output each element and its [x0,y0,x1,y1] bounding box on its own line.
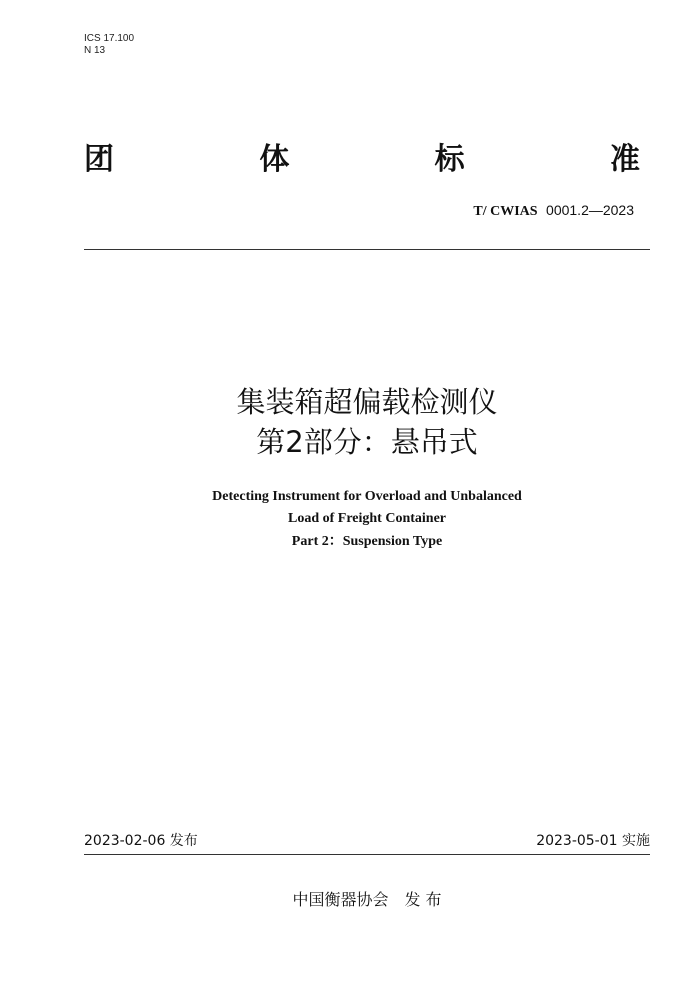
standard-type-char: 团 [84,142,114,177]
ics-code: ICS 17.100 [84,33,135,44]
chinese-title-line-1: 集装箱超偏载检测仪 [236,385,498,419]
issue-date: 2023-02-06 发布 [84,833,198,849]
chinese-title-line-2: 第2部分：悬吊式 [256,425,478,459]
implementation-date: 2023-05-01 实施 [536,833,650,849]
english-title-line-1: Detecting Instrument for Overload and Unbalanced [212,489,522,504]
bottom-divider [84,854,650,855]
standard-number-prefix: T/ CWIAS [473,204,538,219]
standard-number [473,201,634,221]
standard-type-char: 标 [434,142,465,177]
publisher: 中国衡器协会 发 布 [292,890,442,909]
english-title-line-3: Part 2：Suspension Type [291,534,443,549]
standard-type-char: 体 [259,142,290,177]
top-divider [84,249,650,250]
standard-type-char: 准 [609,142,640,177]
english-title-line-2: Load of Freight Container [287,511,446,526]
ccs-code: N 13 [84,45,106,56]
standard-type-heading [84,136,640,176]
standard-number-value: 0001.2—2023 [546,202,634,218]
